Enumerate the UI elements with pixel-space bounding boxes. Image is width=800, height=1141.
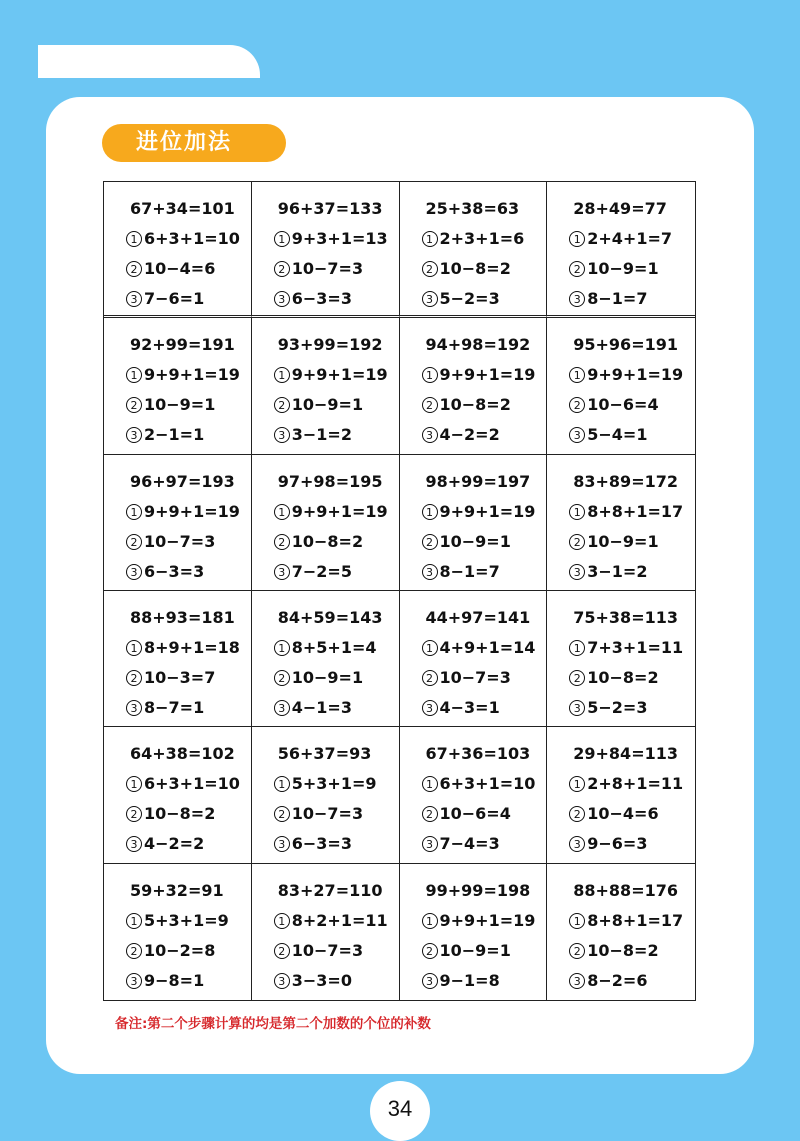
step-text: 8−1=7: [439, 561, 500, 581]
step-text: 8+5+1=4: [291, 637, 377, 657]
step-text: 6−3=3: [291, 289, 352, 308]
step-text: 9+9+1=19: [439, 365, 536, 385]
problem-equation: 83+27=110: [277, 880, 383, 900]
step-line: [422, 390, 547, 420]
step-line: [126, 633, 251, 663]
top-tab-decoration: [38, 45, 260, 78]
step-number-circle: 2: [422, 397, 438, 413]
problem-equation: 99+99=198: [425, 880, 531, 900]
step-line: [569, 557, 695, 587]
step-line: [422, 829, 547, 859]
step-line: [126, 906, 251, 936]
step-text: 9+9+1=19: [291, 501, 388, 521]
step-number-circle: 3: [274, 973, 290, 989]
step-line: [126, 360, 251, 390]
step-line: [569, 769, 695, 799]
step-text: 8−2=6: [587, 970, 648, 990]
step-text: 10−8=2: [439, 259, 511, 278]
step-line: [422, 769, 547, 799]
problem-equation: 67+36=103: [425, 744, 531, 764]
step-text: 10−7=3: [144, 531, 216, 551]
step-number-circle: 1: [274, 913, 290, 929]
step-number-circle: 1: [126, 776, 142, 792]
problem-equation: 83+89=172: [573, 471, 678, 491]
step-number-circle: 1: [274, 504, 290, 520]
problem-cell: [252, 318, 400, 454]
problem-cell: [547, 182, 695, 318]
step-line: [569, 693, 695, 723]
step-text: 2+4+1=7: [587, 229, 672, 248]
step-line: [569, 254, 695, 284]
problem-cell: [400, 182, 548, 318]
step-line: [126, 799, 251, 829]
step-text: 10−4=6: [144, 259, 216, 278]
step-number-circle: 2: [569, 397, 585, 413]
step-number-circle: 1: [126, 231, 142, 247]
problem-cell: [252, 864, 400, 1000]
step-number-circle: 1: [274, 231, 290, 247]
step-number-circle: 3: [569, 291, 585, 307]
step-number-circle: 1: [422, 640, 438, 656]
step-number-circle: 2: [274, 806, 290, 822]
step-text: 8+9+1=18: [144, 637, 240, 657]
step-number-circle: 3: [126, 700, 142, 716]
problem-cell: [400, 455, 548, 591]
step-number-circle: 3: [126, 291, 142, 307]
step-line: [126, 829, 251, 859]
footnote: 备注:第二个步骤计算的均是第二个加数的个位的补数: [115, 1016, 431, 1032]
problem-grid: [103, 181, 696, 1001]
problem-cell: [400, 591, 548, 727]
problem-equation: 84+59=143: [277, 607, 383, 627]
step-number-circle: 1: [569, 640, 585, 656]
step-text: 8+2+1=11: [291, 910, 388, 930]
step-number-circle: 2: [274, 943, 290, 959]
step-line: [274, 557, 399, 587]
step-number-circle: 2: [422, 534, 438, 550]
problem-equation: 96+37=133: [277, 199, 383, 218]
step-line: [422, 420, 547, 450]
step-text: 8−1=7: [587, 289, 648, 308]
problem-equation: 96+97=193: [130, 471, 235, 491]
step-number-circle: 3: [126, 973, 142, 989]
step-number-circle: 3: [422, 427, 438, 443]
step-text: 6+3+1=10: [144, 229, 240, 248]
step-text: 10−6=4: [587, 395, 659, 415]
step-text: 7−2=5: [291, 561, 352, 581]
step-line: [569, 663, 695, 693]
step-line: [274, 420, 399, 450]
step-number-circle: 1: [422, 913, 438, 929]
step-line: [126, 769, 251, 799]
step-text: 3−1=2: [587, 561, 648, 581]
step-line: [569, 224, 695, 254]
problem-cell: [547, 318, 695, 454]
problem-equation: 56+37=93: [277, 744, 372, 764]
step-number-circle: 1: [126, 504, 142, 520]
step-text: 5+3+1=9: [144, 910, 229, 930]
step-line: [126, 497, 251, 527]
problem-equation: 94+98=192: [425, 335, 531, 355]
step-text: 6+3+1=10: [439, 774, 536, 794]
step-number-circle: 1: [422, 231, 438, 247]
step-line: [422, 936, 547, 966]
step-text: 10−8=2: [144, 804, 216, 824]
step-line: [422, 224, 547, 254]
step-text: 8+8+1=17: [587, 501, 684, 521]
step-text: 9−8=1: [144, 970, 205, 990]
step-text: 3−3=0: [291, 970, 352, 990]
step-line: [422, 633, 547, 663]
step-line: [422, 693, 547, 723]
step-number-circle: 1: [126, 640, 142, 656]
step-number-circle: 1: [569, 913, 585, 929]
step-number-circle: 1: [274, 776, 290, 792]
step-text: 10−7=3: [291, 804, 364, 824]
step-line: [126, 663, 251, 693]
step-text: 4−1=3: [291, 697, 352, 717]
step-number-circle: 2: [274, 397, 290, 413]
step-line: [274, 360, 399, 390]
step-text: 10−9=1: [439, 940, 511, 960]
step-number-circle: 3: [422, 973, 438, 989]
step-number-circle: 1: [569, 776, 585, 792]
step-number-circle: 2: [422, 806, 438, 822]
step-line: [569, 829, 695, 859]
problem-cell: [252, 591, 400, 727]
step-number-circle: 3: [422, 291, 438, 307]
step-text: 10−8=2: [291, 531, 364, 551]
step-line: [422, 663, 547, 693]
step-text: 9+9+1=19: [439, 910, 536, 930]
step-text: 7−6=1: [144, 289, 205, 308]
step-line: [569, 420, 695, 450]
step-number-circle: 2: [569, 534, 585, 550]
problem-cell: [547, 864, 695, 1000]
step-text: 9+3+1=13: [291, 229, 388, 248]
step-text: 10−3=7: [144, 667, 216, 687]
step-line: [274, 663, 399, 693]
step-line: [274, 966, 399, 996]
step-number-circle: 1: [569, 367, 585, 383]
step-number-circle: 3: [569, 700, 585, 716]
step-text: 10−7=3: [439, 667, 511, 687]
step-text: 10−9=1: [439, 531, 511, 551]
step-line: [126, 527, 251, 557]
problem-cell: [400, 864, 548, 1000]
step-text: 9+9+1=19: [587, 365, 684, 385]
step-number-circle: 2: [126, 943, 142, 959]
problem-equation: 98+99=197: [425, 471, 531, 491]
step-line: [569, 360, 695, 390]
step-number-circle: 3: [274, 291, 290, 307]
problem-cell: [400, 318, 548, 454]
step-line: [126, 224, 251, 254]
problem-cell: [547, 727, 695, 863]
step-line: [274, 906, 399, 936]
step-number-circle: 3: [126, 427, 142, 443]
step-line: [274, 527, 399, 557]
step-line: [274, 390, 399, 420]
step-number-circle: 3: [274, 700, 290, 716]
problem-cell: [104, 182, 252, 318]
problem-cell: [400, 727, 548, 863]
step-text: 7+3+1=11: [587, 637, 684, 657]
step-number-circle: 2: [126, 261, 142, 277]
step-text: 2+3+1=6: [439, 229, 525, 248]
step-text: 8−7=1: [144, 697, 205, 717]
step-line: [274, 254, 399, 284]
step-text: 8+8+1=17: [587, 910, 684, 930]
step-line: [274, 936, 399, 966]
step-line: [126, 557, 251, 587]
step-line: [126, 966, 251, 996]
step-line: [274, 769, 399, 799]
step-text: 6+3+1=10: [144, 774, 240, 794]
problem-equation: 29+84=113: [573, 744, 678, 764]
step-line: [126, 390, 251, 420]
problem-cell: [252, 727, 400, 863]
step-text: 4−3=1: [439, 697, 500, 717]
step-number-circle: 1: [126, 367, 142, 383]
step-line: [126, 254, 251, 284]
problem-cell: [104, 591, 252, 727]
step-line: [422, 284, 547, 314]
step-text: 10−4=6: [587, 804, 659, 824]
step-text: 5−2=3: [439, 289, 500, 308]
step-line: [274, 829, 399, 859]
step-number-circle: 1: [569, 231, 585, 247]
step-number-circle: 1: [422, 367, 438, 383]
step-text: 10−9=1: [587, 531, 659, 551]
problem-equation: 97+98=195: [277, 471, 383, 491]
problem-cell: [104, 727, 252, 863]
step-line: [126, 284, 251, 314]
step-line: [274, 284, 399, 314]
step-line: [422, 906, 547, 936]
step-number-circle: 2: [422, 943, 438, 959]
step-number-circle: 3: [569, 836, 585, 852]
step-number-circle: 2: [274, 670, 290, 686]
problem-cell: [104, 318, 252, 454]
step-text: 10−6=4: [439, 804, 511, 824]
step-text: 7−4=3: [439, 834, 500, 854]
step-text: 4−2=2: [439, 425, 500, 445]
step-text: 5−4=1: [587, 425, 648, 445]
step-line: [422, 557, 547, 587]
step-text: 10−9=1: [587, 259, 659, 278]
step-text: 4+9+1=14: [439, 637, 536, 657]
problem-cell: [104, 864, 252, 1000]
step-line: [569, 390, 695, 420]
step-text: 2+8+1=11: [587, 774, 684, 794]
step-number-circle: 2: [422, 670, 438, 686]
problem-cell: [252, 182, 400, 318]
step-text: 10−2=8: [144, 940, 216, 960]
problem-equation: 28+49=77: [573, 199, 667, 218]
step-text: 9+9+1=19: [439, 501, 536, 521]
step-number-circle: 1: [274, 640, 290, 656]
step-text: 5−2=3: [587, 697, 648, 717]
step-number-circle: 2: [126, 534, 142, 550]
step-text: 6−3=3: [291, 834, 352, 854]
step-line: [126, 420, 251, 450]
step-line: [422, 360, 547, 390]
problem-equation: 88+88=176: [573, 880, 678, 900]
step-number-circle: 1: [274, 367, 290, 383]
problem-cell: [104, 455, 252, 591]
step-number-circle: 2: [126, 670, 142, 686]
problem-equation: 25+38=63: [425, 199, 520, 218]
step-line: [569, 284, 695, 314]
step-line: [422, 497, 547, 527]
problem-equation: 44+97=141: [425, 607, 531, 627]
step-text: 9−1=8: [439, 970, 500, 990]
step-number-circle: 2: [569, 943, 585, 959]
step-line: [274, 799, 399, 829]
step-number-circle: 3: [274, 427, 290, 443]
step-text: 10−7=3: [291, 940, 364, 960]
step-text: 10−8=2: [439, 395, 511, 415]
step-line: [569, 906, 695, 936]
step-line: [126, 936, 251, 966]
step-line: [569, 799, 695, 829]
step-number-circle: 2: [126, 397, 142, 413]
step-line: [422, 966, 547, 996]
step-line: [274, 224, 399, 254]
step-number-circle: 2: [569, 670, 585, 686]
step-number-circle: 1: [422, 776, 438, 792]
step-text: 3−1=2: [291, 425, 352, 445]
step-number-circle: 3: [274, 564, 290, 580]
step-number-circle: 3: [569, 564, 585, 580]
step-line: [126, 693, 251, 723]
problem-cell: [547, 591, 695, 727]
step-text: 10−8=2: [587, 940, 659, 960]
problem-equation: 95+96=191: [573, 335, 678, 355]
step-text: 10−7=3: [291, 259, 364, 278]
problem-equation: 59+32=91: [130, 880, 224, 900]
step-number-circle: 3: [126, 564, 142, 580]
step-text: 9+9+1=19: [144, 365, 240, 385]
problem-cell: [547, 455, 695, 591]
step-number-circle: 2: [569, 806, 585, 822]
step-number-circle: 2: [422, 261, 438, 277]
step-number-circle: 1: [422, 504, 438, 520]
step-line: [569, 497, 695, 527]
step-text: 2−1=1: [144, 425, 205, 445]
step-number-circle: 1: [126, 913, 142, 929]
step-line: [569, 966, 695, 996]
step-text: 5+3+1=9: [291, 774, 377, 794]
step-text: 10−9=1: [144, 395, 216, 415]
step-number-circle: 3: [422, 700, 438, 716]
step-number-circle: 3: [569, 427, 585, 443]
step-line: [569, 527, 695, 557]
step-number-circle: 3: [422, 564, 438, 580]
step-text: 9+9+1=19: [144, 501, 240, 521]
problem-equation: 88+93=181: [130, 607, 235, 627]
problem-equation: 92+99=191: [130, 335, 235, 355]
step-number-circle: 2: [126, 806, 142, 822]
step-text: 6−3=3: [144, 561, 205, 581]
step-line: [422, 527, 547, 557]
step-text: 10−9=1: [291, 667, 364, 687]
step-text: 4−2=2: [144, 834, 205, 854]
step-number-circle: 3: [274, 836, 290, 852]
problem-equation: 75+38=113: [573, 607, 678, 627]
step-text: 9−6=3: [587, 834, 648, 854]
step-line: [422, 254, 547, 284]
step-number-circle: 1: [569, 504, 585, 520]
step-number-circle: 2: [274, 261, 290, 277]
step-number-circle: 2: [569, 261, 585, 277]
step-number-circle: 3: [569, 973, 585, 989]
page-number: 34: [370, 1081, 430, 1141]
step-line: [274, 693, 399, 723]
step-text: 9+9+1=19: [291, 365, 388, 385]
section-title: 进位加法: [102, 124, 286, 162]
step-line: [422, 799, 547, 829]
step-text: 10−9=1: [291, 395, 364, 415]
problem-equation: 93+99=192: [277, 335, 383, 355]
problem-equation: 67+34=101: [130, 199, 235, 218]
step-number-circle: 3: [126, 836, 142, 852]
step-text: 10−8=2: [587, 667, 659, 687]
step-number-circle: 3: [422, 836, 438, 852]
problem-cell: [252, 455, 400, 591]
step-number-circle: 2: [274, 534, 290, 550]
step-line: [274, 497, 399, 527]
problem-equation: 64+38=102: [130, 744, 235, 764]
step-line: [569, 633, 695, 663]
step-line: [569, 936, 695, 966]
step-line: [274, 633, 399, 663]
